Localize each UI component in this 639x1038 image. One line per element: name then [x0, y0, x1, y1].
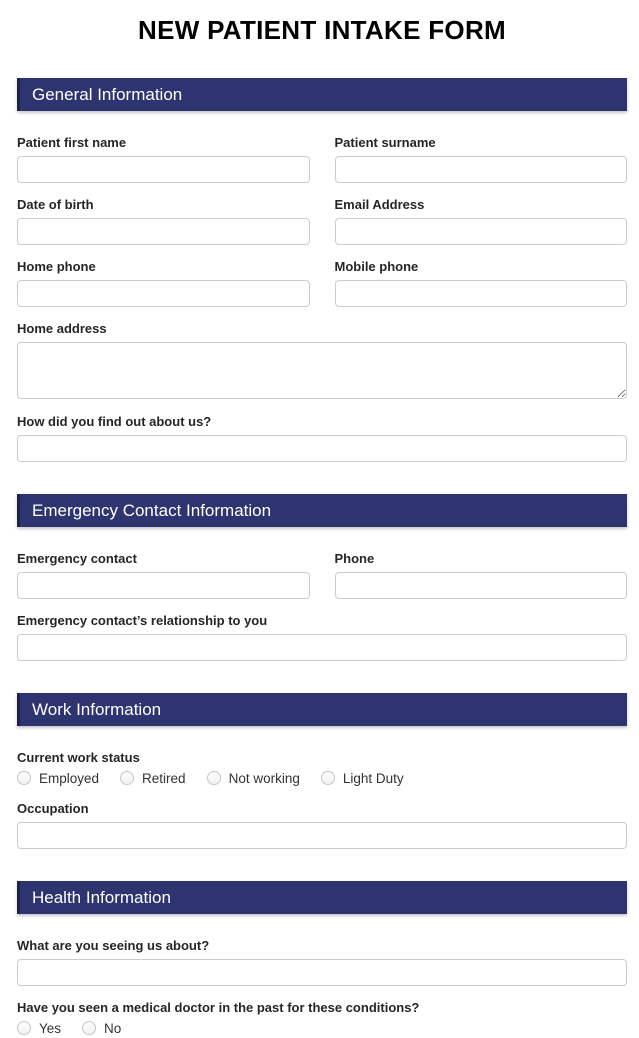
- patient-surname-input[interactable]: [335, 156, 628, 183]
- label-patient-first-name: Patient first name: [17, 135, 127, 150]
- radio-circle-icon: [207, 771, 221, 785]
- home-address-textarea[interactable]: [17, 342, 627, 399]
- section-title: Emergency Contact Information: [32, 500, 272, 520]
- radio-circle-icon: [17, 1021, 31, 1035]
- radio-label-no: No: [104, 1020, 122, 1036]
- radio-retired[interactable]: [120, 771, 186, 786]
- intake-form: [0, 14, 639, 1036]
- section-title: Work Information: [32, 699, 162, 719]
- radio-label-employed: Employed: [39, 770, 100, 786]
- field-emergency-contact: [17, 527, 310, 599]
- field-patient-first-name: [17, 111, 310, 183]
- label-date-of-birth: Date of birth: [17, 197, 94, 212]
- home-phone-input[interactable]: [17, 280, 310, 307]
- patient-first-name-input[interactable]: [17, 156, 310, 183]
- label-emergency-contact: Emergency contact: [17, 551, 137, 566]
- section-header-general-information: [17, 78, 627, 111]
- field-home-phone: [17, 245, 310, 307]
- radio-yes[interactable]: [17, 1021, 61, 1036]
- page-title: NEW PATIENT INTAKE FORM: [138, 15, 506, 45]
- radio-label-not-working: Not working: [228, 770, 300, 786]
- label-patient-surname: Patient surname: [334, 135, 436, 150]
- label-work-status: Current work status: [17, 750, 140, 765]
- radio-label-light-duty: Light Duty: [342, 770, 404, 786]
- field-emergency-relationship: [17, 613, 627, 661]
- occupation-input[interactable]: [17, 822, 627, 849]
- label-mobile-phone: Mobile phone: [334, 259, 419, 274]
- radio-label-yes: Yes: [39, 1020, 62, 1036]
- emergency-phone-input[interactable]: [335, 572, 628, 599]
- section-title: General Information: [32, 84, 183, 104]
- referral-input[interactable]: [17, 435, 627, 462]
- row-dob-email: [17, 183, 627, 245]
- label-referral: How did you find out about us?: [17, 414, 212, 429]
- row-phones: [17, 245, 627, 307]
- label-seen-doctor: Have you seen a medical doctor in the past for these conditions?: [17, 1000, 420, 1015]
- field-mobile-phone: [335, 245, 628, 307]
- emergency-relationship-input[interactable]: [17, 634, 627, 661]
- radio-circle-icon: [17, 771, 31, 785]
- field-work-status: [17, 750, 627, 786]
- label-visit-reason: What are you seeing us about?: [17, 938, 210, 953]
- section-header-emergency-contact: [17, 494, 627, 527]
- radio-circle-icon: [82, 1021, 96, 1035]
- mobile-phone-input[interactable]: [335, 280, 628, 307]
- field-referral: [17, 414, 627, 462]
- radio-not-working[interactable]: [207, 771, 300, 786]
- radio-circle-icon: [120, 771, 134, 785]
- seen-doctor-radio-group: [17, 1020, 627, 1036]
- label-occupation: Occupation: [17, 801, 89, 816]
- field-email-address: [335, 183, 628, 245]
- section-header-health-information: [17, 881, 627, 914]
- field-seen-doctor: [17, 1000, 627, 1036]
- field-emergency-phone: [335, 527, 628, 599]
- radio-no[interactable]: [82, 1021, 121, 1036]
- field-home-address: [17, 321, 627, 399]
- section-header-work-information: [17, 693, 627, 726]
- radio-label-retired: Retired: [142, 770, 186, 786]
- visit-reason-input[interactable]: [17, 959, 627, 986]
- radio-circle-icon: [321, 771, 335, 785]
- label-home-address: Home address: [17, 321, 107, 336]
- radio-employed[interactable]: [17, 771, 99, 786]
- label-emergency-phone: Phone: [334, 551, 375, 566]
- label-home-phone: Home phone: [17, 259, 96, 274]
- label-emergency-relationship: Emergency contact’s relationship to you: [17, 613, 268, 628]
- work-status-radio-group: [17, 770, 627, 786]
- section-title: Health Information: [32, 887, 171, 907]
- date-of-birth-input[interactable]: [17, 218, 310, 245]
- field-date-of-birth: [17, 183, 310, 245]
- radio-light-duty[interactable]: [321, 771, 404, 786]
- email-address-input[interactable]: [335, 218, 628, 245]
- row-emergency: [17, 527, 627, 599]
- label-email-address: Email Address: [334, 197, 425, 212]
- row-name: [17, 111, 627, 183]
- emergency-contact-input[interactable]: [17, 572, 310, 599]
- field-visit-reason: [17, 938, 627, 986]
- field-occupation: [17, 801, 627, 849]
- field-patient-surname: [335, 111, 628, 183]
